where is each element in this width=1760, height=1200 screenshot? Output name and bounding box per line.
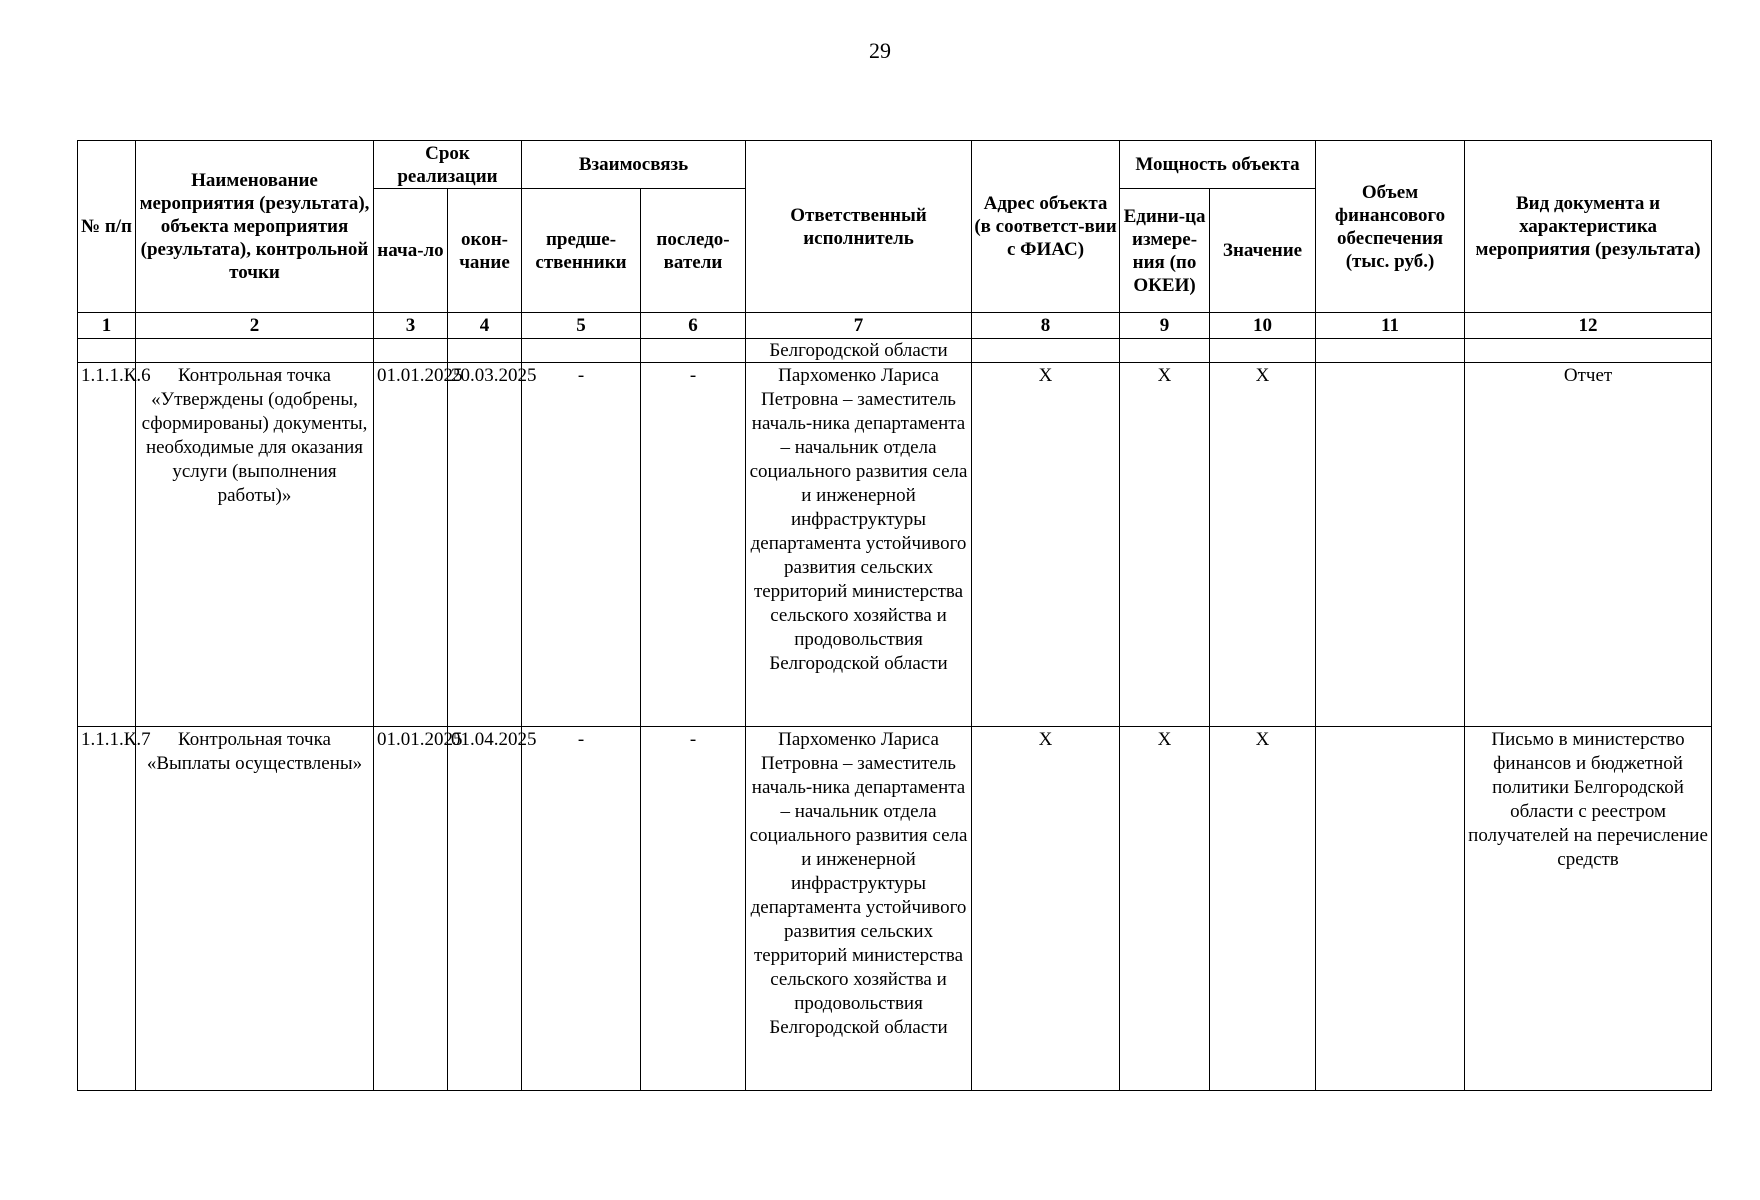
- continuation-row: [78, 339, 1712, 363]
- column-number: 1: [78, 313, 136, 339]
- header-rel-succ: последо-ватели: [641, 189, 746, 313]
- header-term-start: нача-ло: [374, 189, 448, 313]
- row-executor: Пархоменко Лариса Петровна – заместитель началь-ника департамента – начальник отдела социального развития села и инженерной инфраструктуры департамента устойчивого развития сельских территорий министерства сельского хозяйства и продовольствия Белгородской области: [746, 363, 972, 727]
- row-finance: [1316, 363, 1465, 727]
- column-number: 7: [746, 313, 972, 339]
- column-number: 2: [136, 313, 374, 339]
- table-row: [78, 363, 1712, 727]
- row-end: 01.04.2025: [448, 727, 522, 1091]
- table-row: [78, 727, 1712, 1091]
- header-capacity: Мощность объекта: [1120, 141, 1316, 189]
- header-name: Наименование мероприятия (результата), объекта мероприятия (результата), контрольной точки: [136, 141, 374, 313]
- row-unit: Х: [1120, 363, 1210, 727]
- row-succ: -: [641, 363, 746, 727]
- column-number: 9: [1120, 313, 1210, 339]
- row-num: 1.1.1.К.7: [78, 727, 136, 1091]
- row-succ: -: [641, 727, 746, 1091]
- row-address: Х: [972, 727, 1120, 1091]
- column-number: 11: [1316, 313, 1465, 339]
- row-address: Х: [972, 363, 1120, 727]
- column-number: 10: [1210, 313, 1316, 339]
- header-cap-unit: Едини-ца измере-ния (по ОКЕИ): [1120, 189, 1210, 313]
- row-doc: Письмо в министерство финансов и бюджетной политики Белгородской области с реестром получателей на перечисление средств: [1465, 727, 1712, 1091]
- column-number: 12: [1465, 313, 1712, 339]
- row-finance: [1316, 727, 1465, 1091]
- header-cap-value: Значение: [1210, 189, 1316, 313]
- header-term: Срок реализации: [374, 141, 522, 189]
- header-num: № п/п: [78, 141, 136, 313]
- row-pred: -: [522, 363, 641, 727]
- column-number: 8: [972, 313, 1120, 339]
- header-relation: Взаимосвязь: [522, 141, 746, 189]
- row-unit: Х: [1120, 727, 1210, 1091]
- row-name: Контрольная точка «Выплаты осуществлены»: [136, 727, 374, 1091]
- column-number-row: [78, 313, 1712, 339]
- continuation-executor: Белгородской области: [746, 339, 972, 363]
- column-number: 3: [374, 313, 448, 339]
- row-num: 1.1.1.К.6: [78, 363, 136, 727]
- row-start: 01.01.2025: [374, 363, 448, 727]
- header-rel-pred: предше-ственники: [522, 189, 641, 313]
- header-address: Адрес объекта (в соответст-вии с ФИАС): [972, 141, 1120, 313]
- column-number: 5: [522, 313, 641, 339]
- activity-table: [77, 140, 1712, 1091]
- header-doc-type: Вид документа и характеристика мероприятия (результата): [1465, 141, 1712, 313]
- header-finance: Объем финансового обеспечения (тыс. руб.): [1316, 141, 1465, 313]
- row-value: Х: [1210, 363, 1316, 727]
- row-start: 01.01.2025: [374, 727, 448, 1091]
- row-pred: -: [522, 727, 641, 1091]
- row-executor: Пархоменко Лариса Петровна – заместитель началь-ника департамента – начальник отдела социального развития села и инженерной инфраструктуры департамента устойчивого развития сельских территорий министерства сельского хозяйства и продовольствия Белгородской области: [746, 727, 972, 1091]
- column-number: 6: [641, 313, 746, 339]
- row-name: Контрольная точка «Утверждены (одобрены, сформированы) документы, необходимые для оказания услуги (выполнения работы)»: [136, 363, 374, 727]
- page-number: 29: [869, 38, 891, 63]
- row-value: Х: [1210, 727, 1316, 1091]
- column-number: 4: [448, 313, 522, 339]
- header-term-end: окон-чание: [448, 189, 522, 313]
- row-end: 20.03.2025: [448, 363, 522, 727]
- row-doc: Отчет: [1465, 363, 1712, 727]
- header-executor: Ответственный исполнитель: [746, 141, 972, 313]
